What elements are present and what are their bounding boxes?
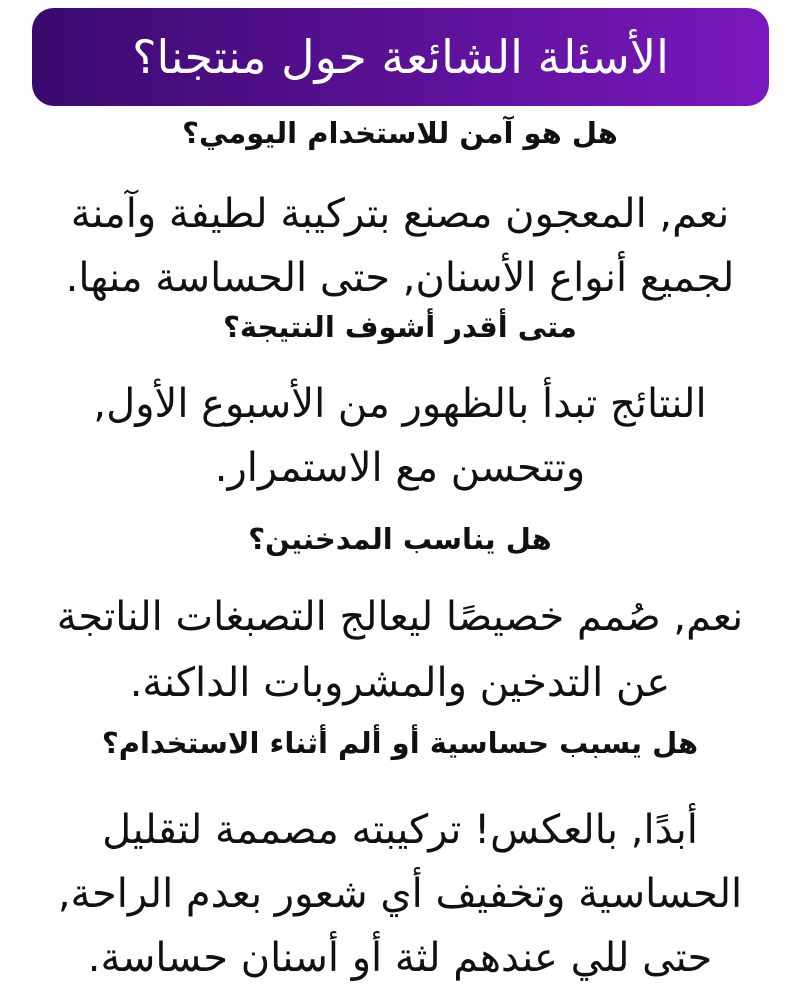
faq-answer-2-line-2: وتتحسن مع الاستمرار. — [214, 445, 586, 491]
faq-question-1: هل هو آمن للاستخدام اليومي؟ — [182, 116, 618, 150]
faq-answer-4-line-3: حتى للي عندهم لثة أو أسنان حساسة. — [87, 935, 713, 981]
faq-answer-3-line-2: عن التدخين والمشروبات الداكنة. — [129, 660, 671, 706]
faq-answer-2-line-1: النتائج تبدأ بالظهور من الأسبوع الأول, — [93, 381, 707, 427]
faq-answer-2 — [0, 372, 800, 500]
faq-answer-3 — [0, 584, 800, 716]
faq-question-2: متى أقدر أشوف النتيجة؟ — [223, 310, 577, 344]
faq-question-3: هل يناسب المدخنين؟ — [248, 522, 552, 556]
faq-answer-3-line-1: نعم, صُمم خصيصًا ليعالج التصبغات الناتجة — [56, 594, 744, 640]
title-banner — [32, 8, 769, 106]
page-title: الأسئلة الشائعة حول منتجنا؟ — [132, 30, 669, 84]
faq-answer-4-line-1: أبدًا, بالعكس! تركيبته مصممة لتقليل — [102, 807, 698, 853]
faq-question-4: هل يسبب حساسية أو ألم أثناء الاستخدام؟ — [101, 726, 699, 760]
faq-answer-1 — [0, 182, 800, 310]
faq-answer-4-line-2: الحساسية وتخفيف أي شعور بعدم الراحة, — [57, 871, 743, 917]
faq-answer-4 — [0, 798, 800, 990]
faq-answer-1-line-2: لجميع أنواع الأسنان, حتى الحساسة منها. — [65, 255, 735, 301]
faq-answer-1-line-1: نعم, المعجون مصنع بتركيبة لطيفة وآمنة — [70, 191, 730, 237]
